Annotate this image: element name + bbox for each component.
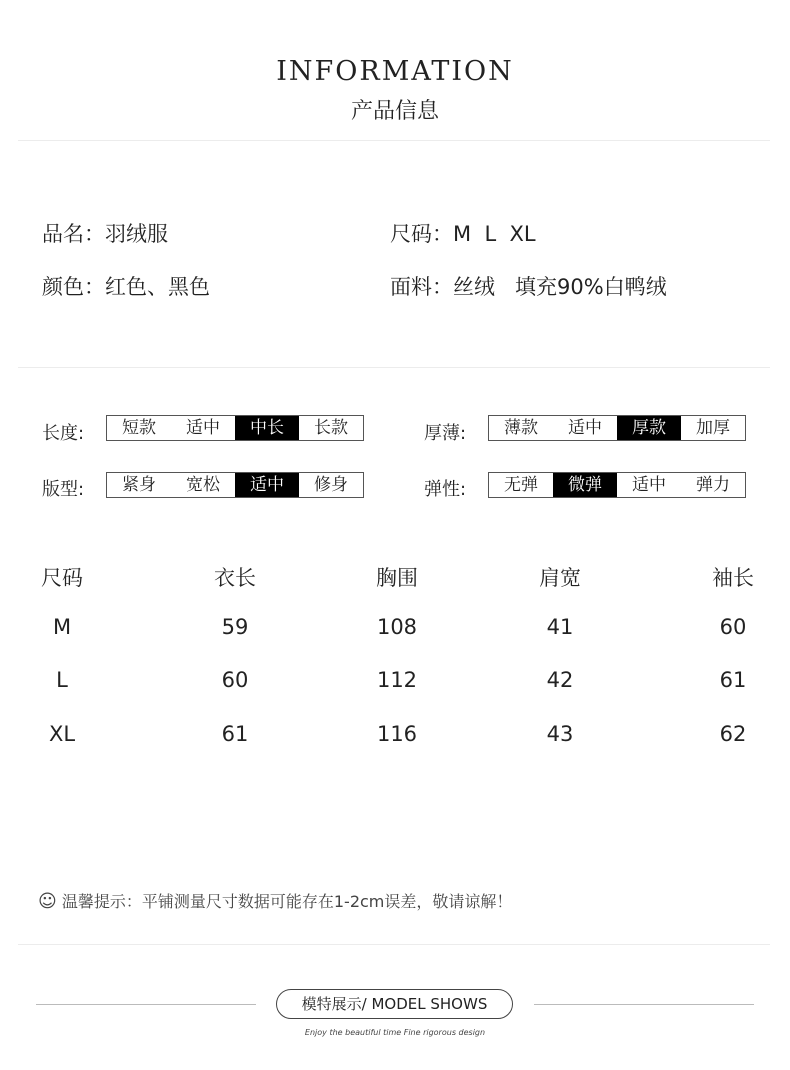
table-cell: 60: [221, 668, 249, 692]
thickness-option-selected: 厚款: [617, 416, 681, 440]
table-cell: 59: [221, 615, 249, 639]
divider-middle: [18, 367, 770, 368]
length-option: 适中: [186, 418, 220, 438]
table-cell: 60: [719, 615, 747, 639]
divider-top: [18, 140, 770, 141]
table-cell: 116: [376, 722, 418, 746]
tip-text: 温馨提示：平铺测量尺寸数据可能存在1-2cm误差，敬请谅解！: [61, 892, 513, 911]
model-shows-badge: 模特展示/ MODEL SHOWS: [276, 989, 513, 1019]
length-option-selected: 中长: [235, 416, 299, 440]
model-shows-subtitle: Enjoy the beautiful time Fine rigorous design: [304, 1028, 486, 1037]
table-cell: 108: [376, 615, 418, 639]
table-header-cell: 胸围: [376, 566, 418, 590]
table-cell: 43: [546, 722, 574, 746]
thickness-option: 加厚: [696, 418, 730, 438]
table-header-cell: 肩宽: [539, 566, 581, 590]
title-chinese: 产品信息: [350, 99, 439, 124]
length-option: 短款: [122, 418, 156, 438]
table-header-cell: 尺码: [41, 566, 83, 590]
models-line-left: [36, 1004, 256, 1005]
fit-scale: [106, 472, 364, 498]
fit-label: 版型:: [42, 479, 85, 500]
smile-icon: ☺: [38, 891, 57, 912]
elasticity-option: 无弹: [504, 475, 538, 495]
product-name: 品名：羽绒服: [42, 222, 168, 246]
fit-option: 紧身: [122, 475, 156, 495]
elasticity-scale: [488, 472, 746, 498]
table-cell: 61: [719, 668, 747, 692]
product-colors: 颜色：红色、黑色: [42, 275, 210, 299]
fit-option-selected: 适中: [235, 473, 299, 497]
divider-bottom: [18, 944, 770, 945]
models-line-right: [534, 1004, 754, 1005]
table-cell: 62: [719, 722, 747, 746]
elasticity-option-selected: 微弹: [553, 473, 617, 497]
product-fabric: 面料：丝绒 填充90%白鸭绒: [390, 275, 667, 299]
length-label: 长度:: [42, 423, 85, 444]
fit-option: 宽松: [186, 475, 220, 495]
elasticity-label: 弹性:: [424, 479, 467, 500]
title-english: INFORMATION: [276, 56, 514, 87]
table-cell: 42: [546, 668, 574, 692]
length-option: 长款: [314, 418, 348, 438]
product-sizes: 尺码：M L XL: [390, 222, 536, 246]
table-header-cell: 衣长: [214, 566, 256, 590]
fit-option: 修身: [314, 475, 348, 495]
table-cell: 61: [221, 722, 249, 746]
thickness-scale: [488, 415, 746, 441]
thickness-label: 厚薄:: [424, 423, 467, 444]
elasticity-option: 适中: [632, 475, 666, 495]
table-cell: M: [52, 615, 72, 639]
thickness-option: 适中: [568, 418, 602, 438]
measurement-tip: [38, 889, 512, 912]
elasticity-option: 弹力: [696, 475, 730, 495]
table-cell: L: [56, 668, 68, 692]
length-scale: [106, 415, 364, 441]
thickness-option: 薄款: [504, 418, 538, 438]
table-cell: 112: [376, 668, 418, 692]
table-cell: XL: [48, 722, 76, 746]
table-header-cell: 袖长: [712, 566, 754, 590]
table-cell: 41: [546, 615, 574, 639]
